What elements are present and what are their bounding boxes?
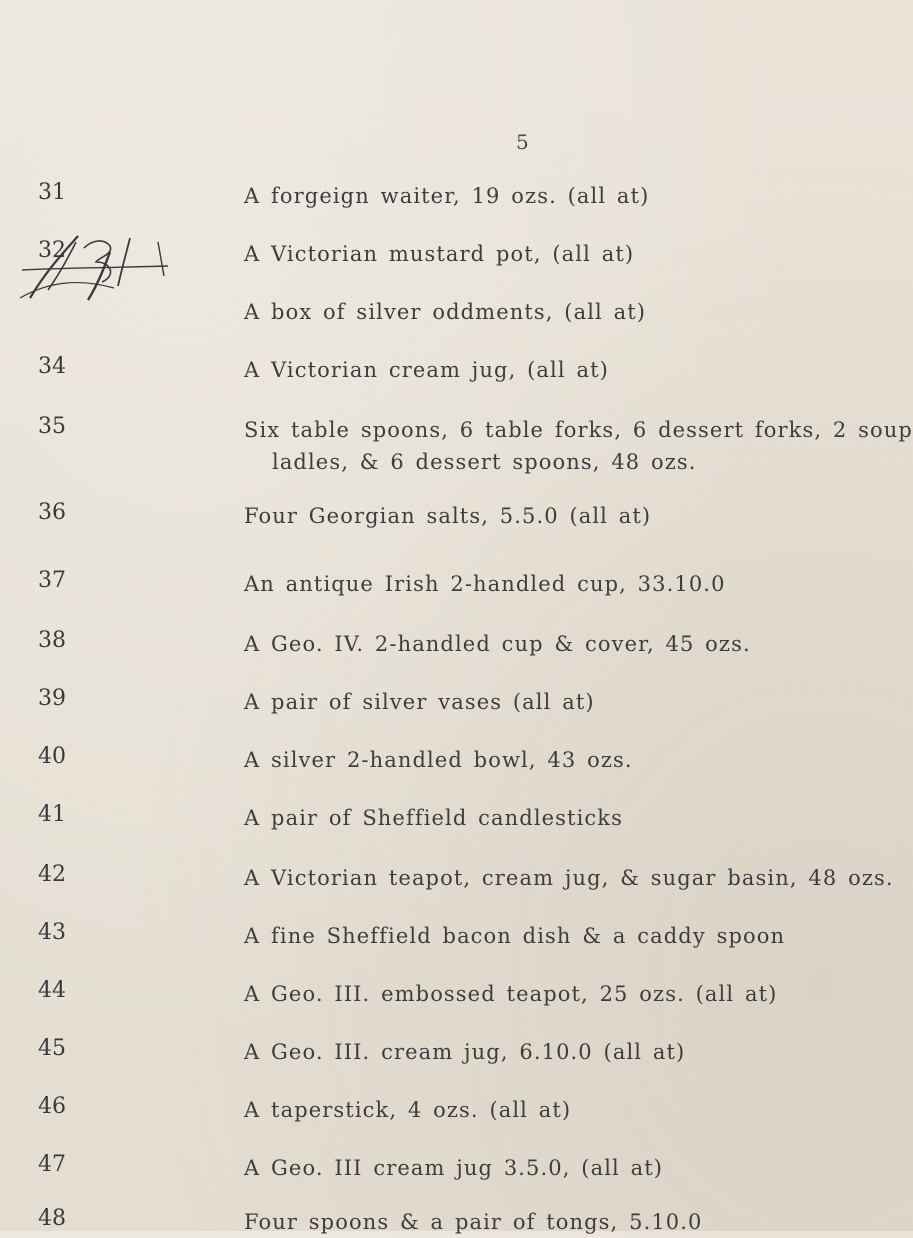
lot-number: 34 (38, 354, 66, 379)
lot-description: A pair of silver vases (all at) (244, 690, 595, 714)
lot-number: 39 (38, 686, 66, 711)
lot-description: A silver 2-handled bowl, 43 ozs. (244, 748, 633, 772)
lot-description-line2: ladles, & 6 dessert spoons, 48 ozs. (272, 450, 697, 474)
page-number: 5 (516, 130, 529, 154)
lot-number: 40 (38, 744, 66, 769)
lot-description: A taperstick, 4 ozs. (all at) (244, 1098, 572, 1122)
lot-description: Four Georgian salts, 5.5.0 (all at) (244, 504, 652, 528)
lot-number: 31 (38, 180, 66, 205)
lot-description: A box of silver oddments, (all at) (244, 300, 647, 324)
lot-description: Four spoons & a pair of tongs, 5.10.0 (244, 1210, 703, 1234)
lot-description: A Geo. III. cream jug, 6.10.0 (all at) (244, 1040, 686, 1064)
lot-number: 38 (38, 628, 66, 653)
lot-number: 36 (38, 500, 66, 525)
lot-number: 32 (38, 238, 66, 263)
lot-number: 46 (38, 1094, 66, 1119)
lot-description: A Victorian teapot, cream jug, & sugar basin, 48 ozs. (244, 866, 894, 890)
lot-number: 47 (38, 1152, 66, 1177)
lot-number: 42 (38, 862, 66, 887)
lot-description: A Geo. III. embossed teapot, 25 ozs. (all at) (244, 982, 778, 1006)
lot-description: An antique Irish 2-handled cup, 33.10.0 (244, 572, 726, 596)
lot-number: 44 (38, 978, 66, 1003)
lot-number: 43 (38, 920, 66, 945)
lot-description: A Victorian cream jug, (all at) (244, 358, 609, 382)
lot-number: 37 (38, 568, 66, 593)
lot-number: 48 (38, 1206, 66, 1231)
lot-description: A Geo. IV. 2-handled cup & cover, 45 ozs. (244, 632, 751, 656)
lot-number: 45 (38, 1036, 66, 1061)
lot-number: 41 (38, 802, 66, 827)
lot-description: A Geo. III cream jug 3.5.0, (all at) (244, 1156, 664, 1180)
lot-description: A pair of Sheffield candlesticks (244, 806, 623, 830)
lot-description (244, 414, 913, 478)
lot-number: 35 (38, 414, 66, 439)
lot-description-line1: Six table spoons, 6 table forks, 6 dessert forks, 2 soup (244, 418, 913, 442)
lot-description: A Victorian mustard pot, (all at) (244, 242, 635, 266)
lot-description: A fine Sheffield bacon dish & a caddy spoon (244, 924, 786, 948)
lot-description: A forgeign waiter, 19 ozs. (all at) (244, 184, 650, 208)
